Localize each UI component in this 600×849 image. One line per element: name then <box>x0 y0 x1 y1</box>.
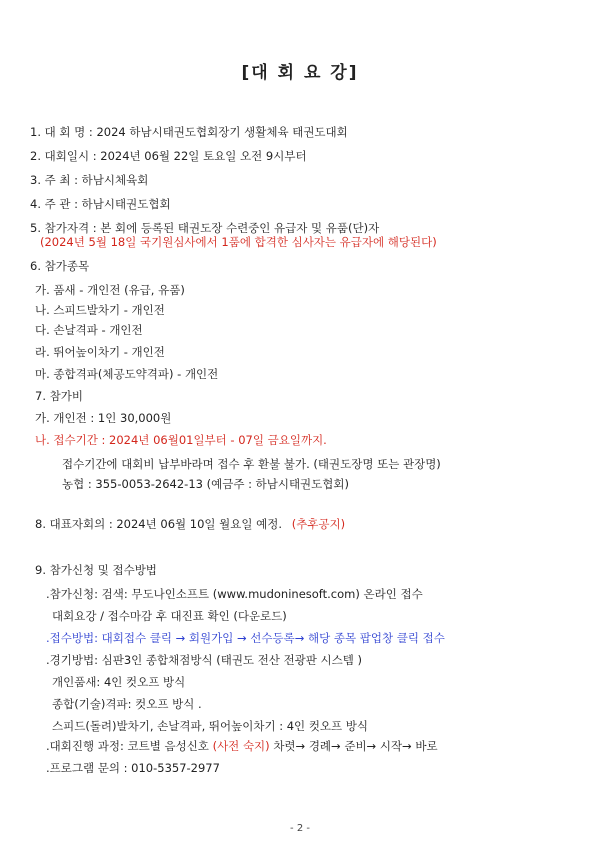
event-date: 2. 대회일시 : 2024년 06월 22일 토요일 오전 9시부터 <box>30 149 307 163</box>
fee-individual: 가. 개인전 : 1인 30,000원 <box>35 411 172 425</box>
eligibility-note: (2024년 5월 18일 국기원심사에서 1품에 합격한 심사자는 유급자에 해당된다) <box>40 235 437 249</box>
meeting-text: 8. 대표자회의 : 2024년 06월 10일 월요일 예정. <box>35 517 283 531</box>
page-title: [대 회 요 강] <box>241 63 359 83</box>
application-method: .접수방법: 대회접수 클릭 → 회원가입 → 선수등록→ 해당 종목 팝업창 클릭 접수 <box>46 631 445 645</box>
bank-account: 농협 : 355-0053-2642-13 (예금주 : 하남시태권도협회) <box>62 477 349 491</box>
process-note: (사전 숙지) <box>212 739 270 753</box>
eligibility: 5. 참가자격 : 본 회에 등록된 태권도장 수련중인 유급자 및 유품(단)자 <box>30 221 380 235</box>
individual-poomsae-method: 개인품새: 4인 컷오프 방식 <box>52 675 186 689</box>
program-inquiry: .프로그램 문의 : 010-5357-2977 <box>46 761 220 775</box>
application-heading: 9. 참가신청 및 접수방법 <box>35 563 157 577</box>
event-item-hand-breaking: 다. 손날격파 - 개인전 <box>35 323 143 337</box>
bracket-info: 대회요강 / 접수마감 후 대진표 확인 (다운로드) <box>52 609 287 623</box>
representatives-meeting <box>35 517 345 531</box>
speed-kick-method: 스피드(돌려)발차기, 손날격파, 뛰어높이차기 : 4인 컷오프 방식 <box>52 719 369 733</box>
fee-heading: 7. 참가비 <box>35 389 83 403</box>
page-number: - 2 - <box>290 823 310 834</box>
combined-breaking-method: 종합(기술)격파: 컷오프 방식 . <box>52 697 202 711</box>
registration-notice: 접수기간에 대회비 납부바라며 접수 후 환불 불가. (태권도장명 또는 관장명) <box>62 457 441 471</box>
application-online: .참가신청: 검색: 무도나인소프트 (www.mudoninesoft.com) 온라인 접수 <box>46 587 423 601</box>
event-name: 1. 대 회 명 : 2024 하남시태권도협회장기 생활체육 태권도대회 <box>30 125 348 139</box>
event-host: 3. 주 최 : 하남시체육회 <box>30 173 149 187</box>
process-steps: 차렷→ 경례→ 준비→ 시작→ 바로 <box>273 739 438 753</box>
event-item-high-jump-kick: 라. 뛰어높이차기 - 개인전 <box>35 345 165 359</box>
event-item-speed-kick: 나. 스피드발차기 - 개인전 <box>35 303 165 317</box>
event-item-combined-breaking: 마. 종합격파(체공도약격파) - 개인전 <box>35 367 219 381</box>
competition-method: .경기방법: 심판3인 종합채점방식 (태권도 전산 전광판 시스템 ) <box>46 653 363 667</box>
event-organizer: 4. 주 관 : 하남시태권도협회 <box>30 197 171 211</box>
tournament-process <box>46 739 438 753</box>
process-text: .대회진행 과정: 코트별 음성신호 <box>46 739 209 753</box>
event-item-poomsae: 가. 품새 - 개인전 (유급, 유품) <box>35 283 185 297</box>
registration-period: 나. 접수기간 : 2024년 06월01일부터 - 07일 금요일까지. <box>35 433 327 447</box>
events-heading: 6. 참가종목 <box>30 259 90 273</box>
meeting-note: (추후공지) <box>291 517 346 531</box>
